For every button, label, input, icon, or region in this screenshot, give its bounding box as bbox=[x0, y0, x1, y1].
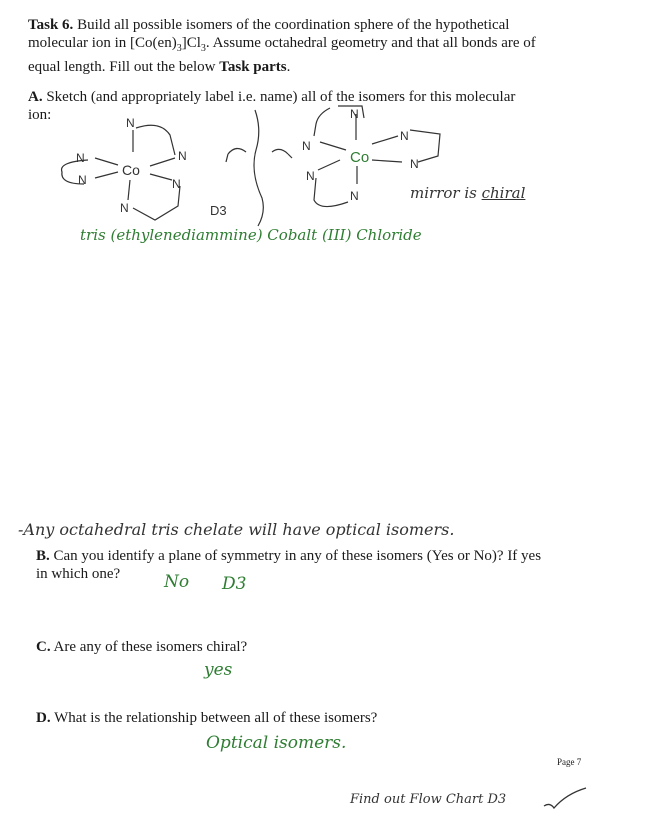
part-d-question: D. What is the relationship between all of these isomers? bbox=[36, 710, 378, 726]
part-c-answer: yes bbox=[204, 660, 233, 680]
isomer-sketch bbox=[0, 100, 650, 240]
octahedral-note: -Any octahedral tris chelate will have optical isomers. bbox=[18, 520, 455, 539]
flow-chart-note: Find out Flow Chart D3 bbox=[350, 792, 507, 807]
task-heading bbox=[28, 16, 628, 76]
task-number: Task 6. bbox=[28, 17, 74, 33]
task-line-1: Task 6. Build all possible isomers of the coordination sphere of the hypothetical bbox=[28, 17, 510, 33]
mirror-note: mirror is chiral bbox=[410, 184, 526, 202]
part-b-answer-d3: D3 bbox=[222, 574, 247, 594]
part-b-question: B. Can you identify a plane of symmetry in any of these isomers (Yes or No)? If yes in which one? bbox=[36, 548, 542, 582]
atom-n: N bbox=[410, 157, 419, 171]
part-c-question: C. Are any of these isomers chiral? bbox=[36, 639, 248, 655]
atom-n: N bbox=[172, 177, 181, 191]
atom-n: N bbox=[350, 107, 359, 121]
page-number: Page 7 bbox=[557, 757, 582, 767]
atom-n: N bbox=[350, 189, 359, 203]
cobalt-center: Co bbox=[350, 149, 370, 166]
part-a-question: A. Sketch (and appropriately label i.e. name) all of the isomers for this molecular ion: bbox=[28, 89, 516, 123]
atom-n: N bbox=[78, 173, 87, 187]
atom-n: N bbox=[126, 116, 135, 130]
check-mark bbox=[540, 782, 590, 812]
atom-n: N bbox=[400, 129, 409, 143]
atom-n: N bbox=[76, 151, 85, 165]
task-line-3: equal length. Fill out the below Task parts. bbox=[28, 59, 291, 75]
atom-n: N bbox=[178, 149, 187, 163]
task-line-2: molecular ion in $[Co(en)_3]Cl_3$. Assume octahedral geometry and that all bonds are of bbox=[28, 35, 536, 54]
atom-n: N bbox=[302, 139, 311, 153]
chiral-word: chiral bbox=[481, 184, 526, 202]
compound-name: tris (ethylenediammine) Cobalt (III) Chloride bbox=[80, 226, 422, 244]
d3-label: D3 bbox=[210, 203, 227, 218]
atom-n: N bbox=[120, 201, 129, 215]
cobalt-center: Co bbox=[122, 162, 140, 178]
part-d-answer: Optical isomers. bbox=[206, 733, 347, 753]
atom-n: N bbox=[306, 169, 315, 183]
part-b-answer-no: No bbox=[164, 572, 190, 592]
